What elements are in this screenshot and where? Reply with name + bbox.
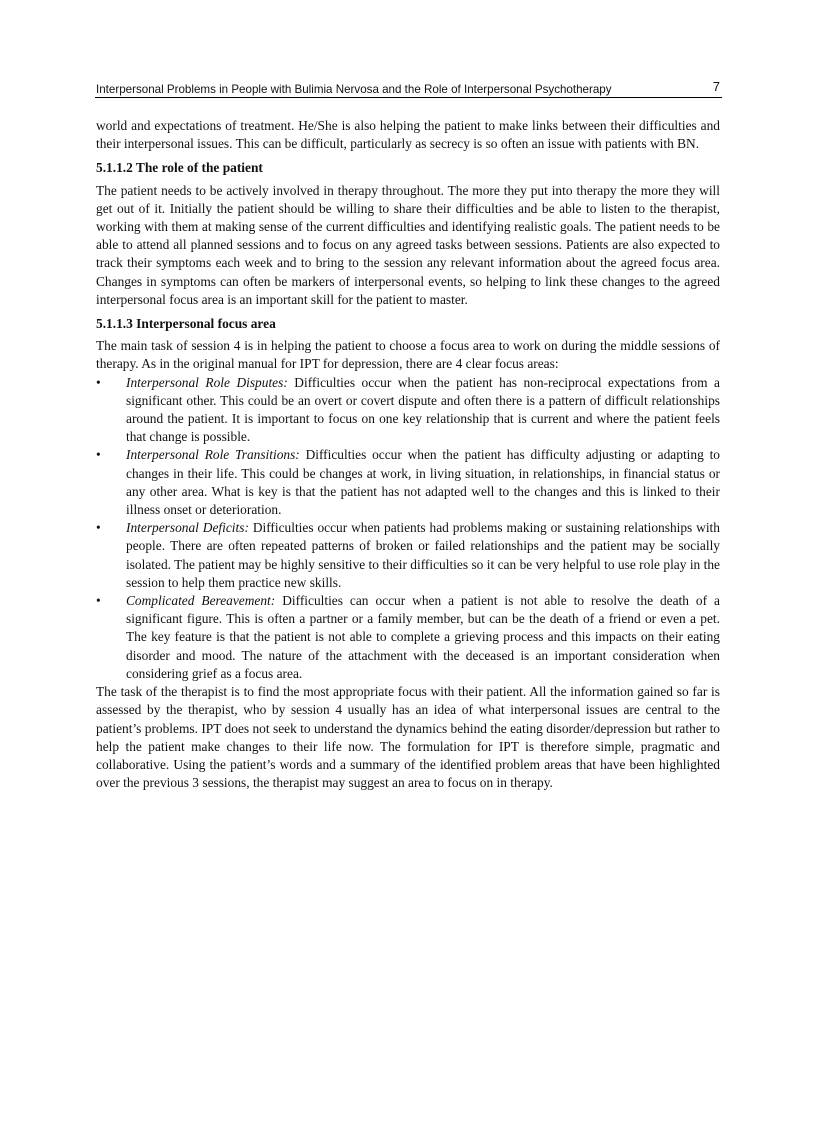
bullet-icon: •	[96, 520, 101, 536]
list-item-text: Difficulties occur when patients had problems making or sustaining relationships with people. There are often repeated patterns of broken or failed relationships and the patient may be socially isolated. The patient may be highly sensitive to their difficulties so it can be very helpful to use role play in the session to help them practice new skills.	[126, 520, 720, 590]
intro-paragraph: world and expectations of treatment. He/She is also helping the patient to make links between their difficulties and their interpersonal issues. This can be difficult, particularly as secrecy is so often an issue with patients with BN.	[96, 118, 720, 152]
page-number: 7	[712, 79, 720, 94]
list-item	[96, 446, 720, 519]
list-item-text: Difficulties occur when the patient has difficulty adjusting or adapting to changes in their life. This could be changes at work, in living situation, in relationships, in financial status or any other area. What is key is that the patient has not adapted well to the changes and this is linked to their illness onset or deterioration.	[126, 447, 720, 518]
running-header	[95, 80, 722, 98]
paragraph-closing: The task of the therapist is to find the most appropriate focus with their patient. All the information gained so far is assessed by the therapist, who by session 4 usually has an idea of what interpersonal issues are central to the patient’s problems. IPT does not seek to understand the dynamics behind the eating disorder/depression but rather to help the patient make changes to their life now. The formulation for IPT is therefore simple, pragmatic and collaborative. Using the patient’s words and a summary of the identified problem areas that have been highlighted over the previous 3 sessions, the therapist may suggest an area to focus on in therapy.	[96, 684, 720, 791]
list-item-text: Difficulties can occur when a patient is not able to resolve the death of a significant figure. This is often a partner or a family member, but can be the death of a friend or even a pet. The key feature is that the patient is not able to complete a grieving process and this impacts on their eating disorder and mood. The nature of the attachment with the deceased is an important consideration when considering grief as a focus area.	[126, 593, 720, 681]
page-body	[96, 117, 720, 792]
list-item	[96, 519, 720, 592]
paragraph-role-of-patient: The patient needs to be actively involved in therapy throughout. The more they put into therapy the more they will get out of it. Initially the patient should be willing to share their difficulties and be able to listen to the therapist, working with them at making sense of the current difficulties and identifying realistic goals. The patient needs to be able to attend all planned sessions and to focus on any agreed tasks between sessions. Patients are also expected to track their symptoms each week and to bring to the session any relevant information about the agreed focus area. Changes in symptoms can often be markers of interpersonal events, so helping to link these changes to the agreed interpersonal focus area is an important skill for the patient to master.	[96, 182, 720, 307]
bullet-icon: •	[96, 593, 101, 609]
bullet-icon: •	[96, 374, 101, 390]
list-item-term: Complicated Bereavement:	[126, 593, 276, 609]
section-heading-role-of-patient: 5.1.1.2 The role of the patient	[96, 160, 263, 176]
bullet-icon: •	[96, 447, 101, 463]
list-item-term: Interpersonal Role Disputes:	[126, 374, 288, 390]
list-item-text: Difficulties occur when the patient has non-reciprocal expectations from a significant other. This could be an overt or covert dispute and often there is a pattern of difficult relationships around the patient. It is important to focus on one key relationship that is current and where the patient feels that change is possible.	[126, 374, 720, 445]
focus-area-list	[96, 374, 720, 683]
list-item-term: Interpersonal Deficits:	[126, 520, 249, 536]
paragraph-focus-intro: The main task of session 4 is in helping the patient to choose a focus area to work on during the middle sessions of therapy. As in the original manual for IPT for depression, there are 4 clear focus areas:	[96, 338, 720, 372]
list-item	[96, 592, 720, 683]
list-item	[96, 374, 720, 447]
list-item-term: Interpersonal Role Transitions:	[126, 447, 300, 463]
section-heading-focus-area: 5.1.1.3 Interpersonal focus area	[96, 316, 276, 332]
running-title: Interpersonal Problems in People with Bulimia Nervosa and the Role of Interpersonal Psychotherapy	[96, 83, 612, 96]
